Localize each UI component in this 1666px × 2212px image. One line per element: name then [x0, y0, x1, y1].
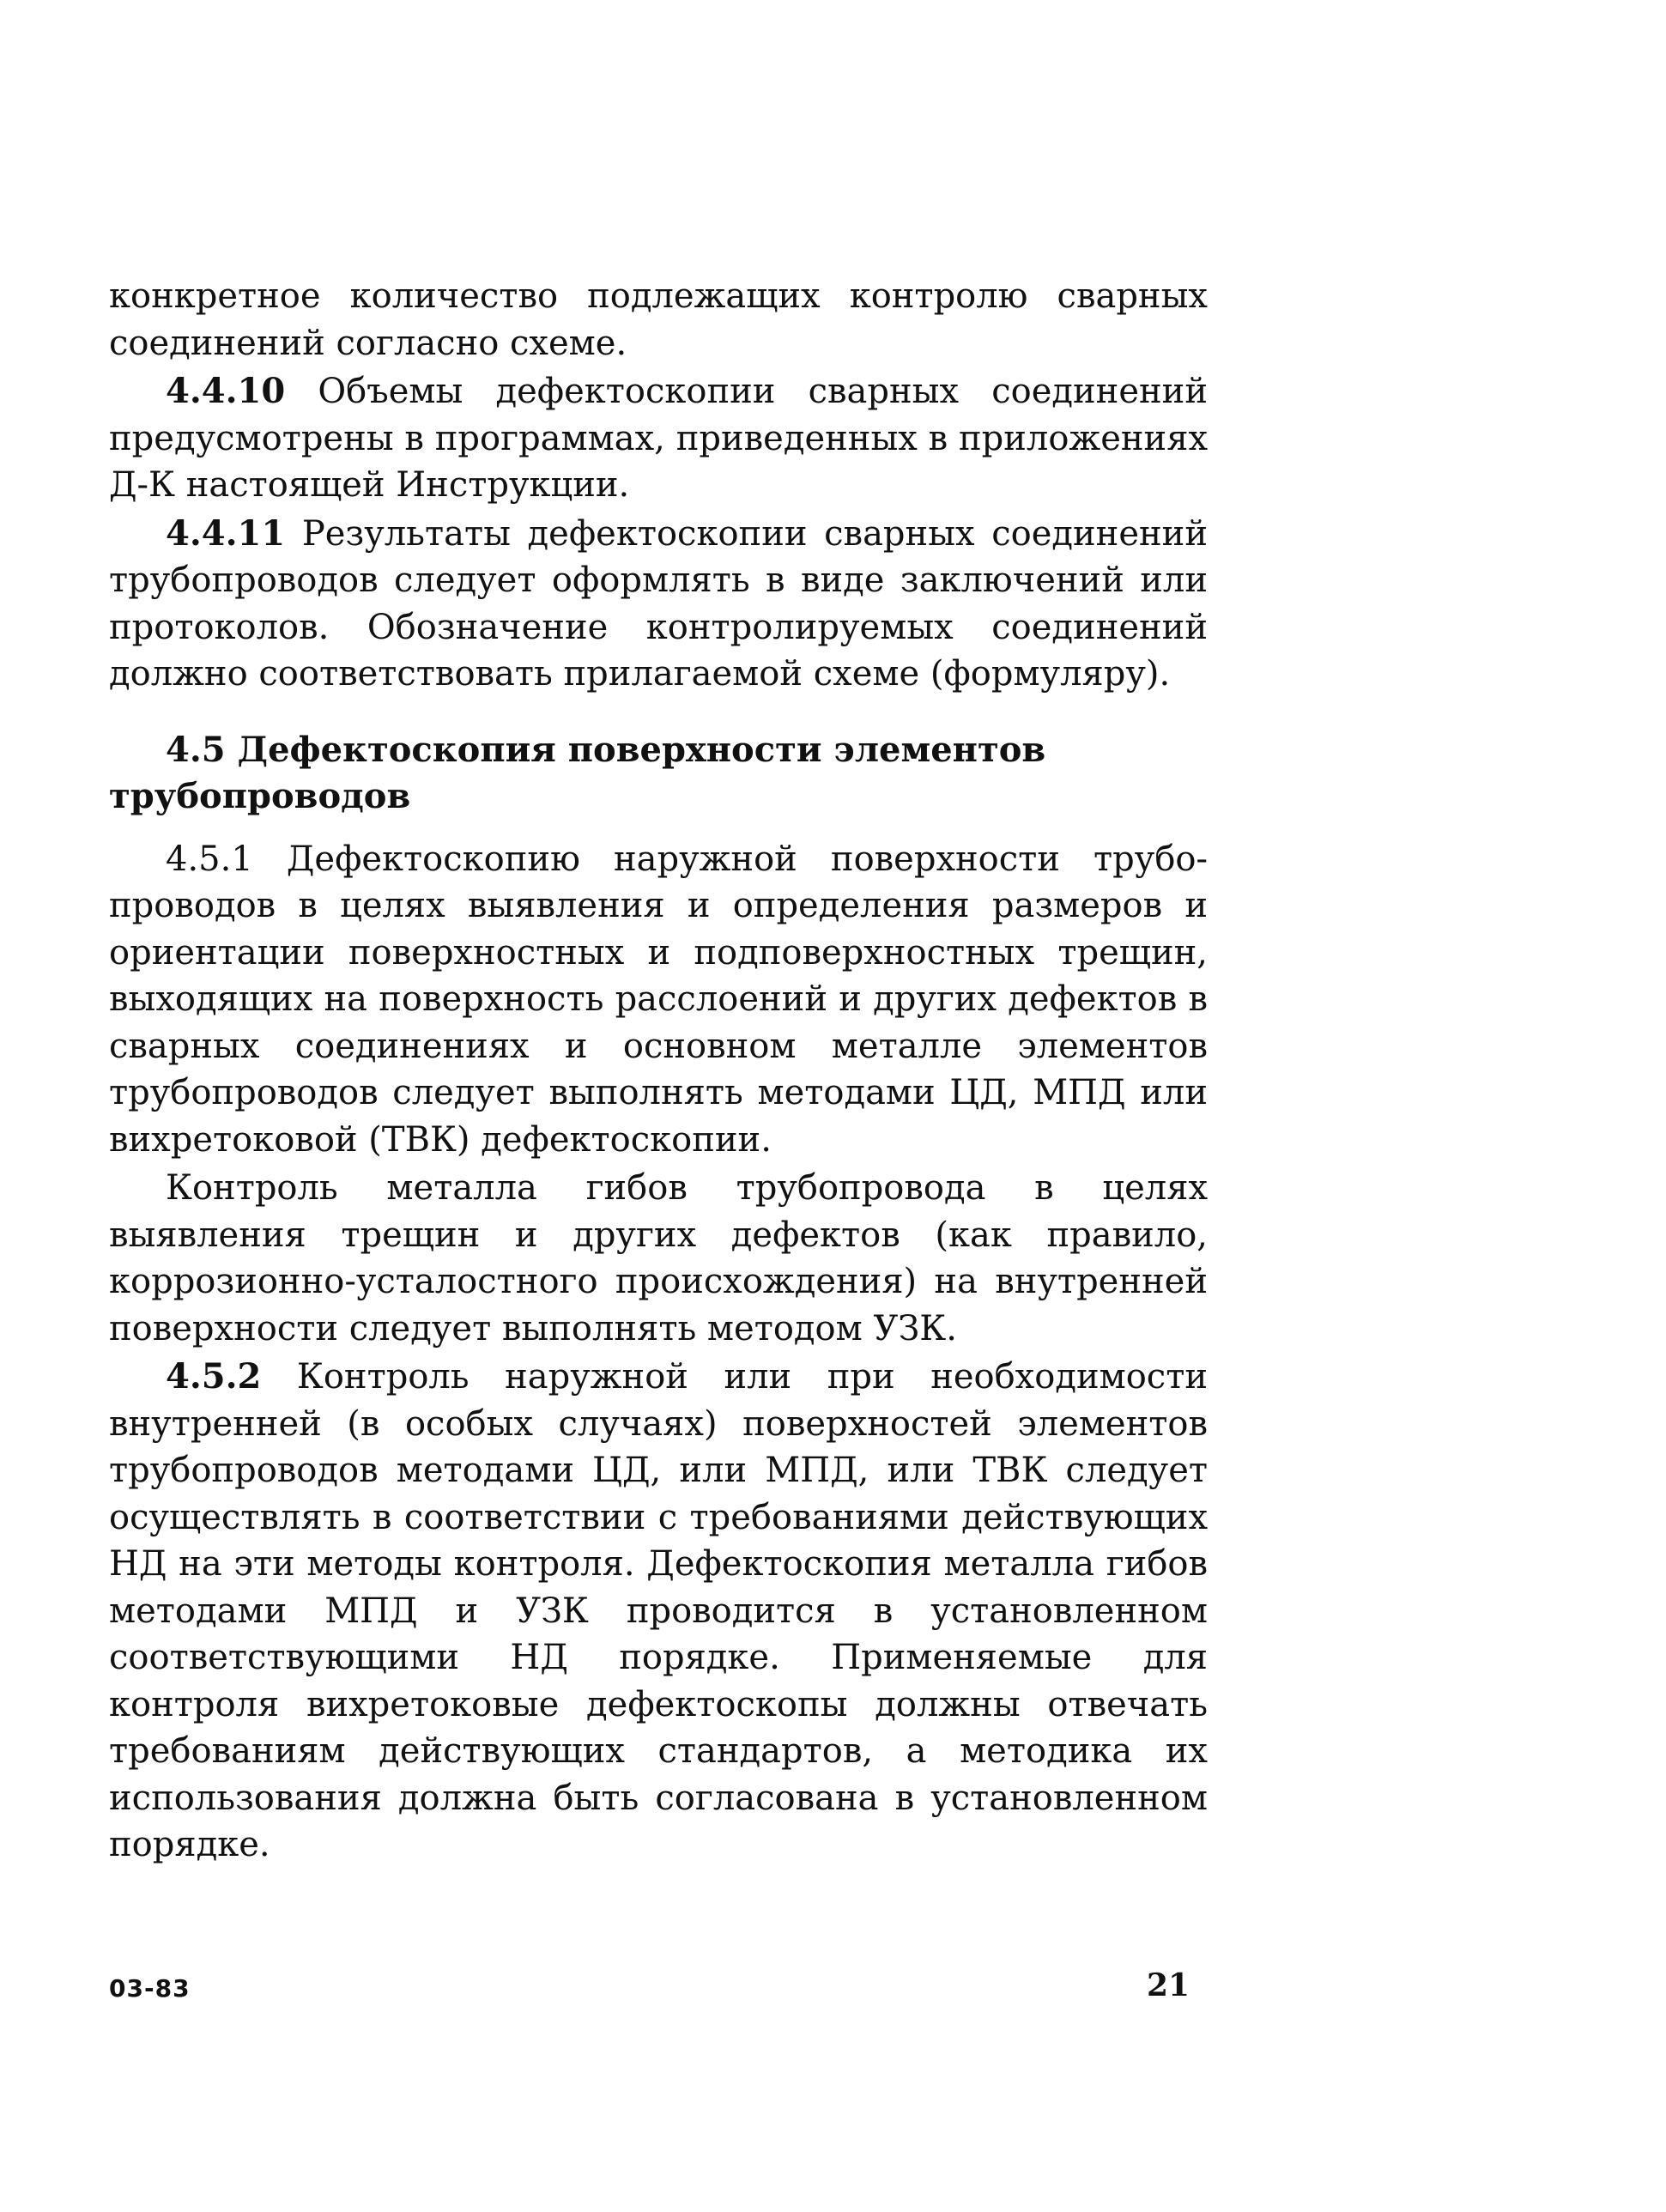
footer-code: 03-83: [109, 1974, 191, 2003]
paragraph-gib-control: [109, 1165, 1208, 1352]
paragraph-continuation: [109, 273, 1208, 367]
paragraph-4-5-1: [109, 836, 1208, 1164]
paragraph-text: Контроль металла гибов трубопровода в целях выявления трещин и других дефектов (как правило, коррозионно-усталостного происхождения) на внутренней поверхности следует выполнять методом УЗК.: [109, 1168, 1208, 1348]
section-heading: 4.5 Дефектоскопия поверхности элементов трубопроводов: [109, 729, 1046, 816]
paragraph-text: Результаты дефектоскопии сварных соединений трубопроводов следует оформлять в виде заключений или протоколов. Обозначение контролируемых соединений должно соответствовать прилагаемой схеме (формуляру).: [109, 513, 1208, 694]
page-number: 21: [1147, 1967, 1190, 2003]
clause-number: 4.4.10: [166, 371, 286, 411]
paragraph-text: Дефектоскопию наружной поверхности трубопроводов в целях выявления и определения размеров и ориентации поверхностных и подповерхностных трещин, выходящих на поверхность расслоений и других дефектов в сварных соединениях и основном металле элементов трубопроводов следует выполнять методами ЦД, МПД или вихретоковой (ТВК) дефектоскопии.: [109, 839, 1208, 1160]
paragraph-text: Объемы дефектоскопии сварных соединений предусмотрены в программах, приведенных в приложениях Д-К настоящей Инструкции.: [109, 372, 1208, 505]
page-body: [109, 273, 1208, 1869]
paragraph-4-4-10: [109, 368, 1208, 509]
paragraph-text: конкретное количество подлежащих контролю сварных соединений согласно схеме.: [109, 276, 1208, 363]
clause-number: 4.4.11: [166, 512, 286, 554]
paragraph-4-5-2: [109, 1354, 1208, 1869]
clause-number: 4.5.1: [166, 839, 253, 879]
paragraph-text: Контроль наружной или при необходимости внутренней (в особых случаях) поверхностей элементов трубопроводов методами ЦД, или МПД, или ТВК следует осуществлять в соответствии с требованиями действующих НД на эти методы контроля. Дефектоскопия металла гибов методами МПД и УЗК проводится в установленном соответствующими НД порядке. Применяемые для контроля вихретоковые дефектоскопы должны отвечать требованиям действующих стандартов, а методика их использования должна быть согласована в установленном порядке.: [109, 1357, 1208, 1864]
paragraph-4-4-11: [109, 511, 1208, 698]
clause-number: 4.5.2: [166, 1356, 262, 1397]
